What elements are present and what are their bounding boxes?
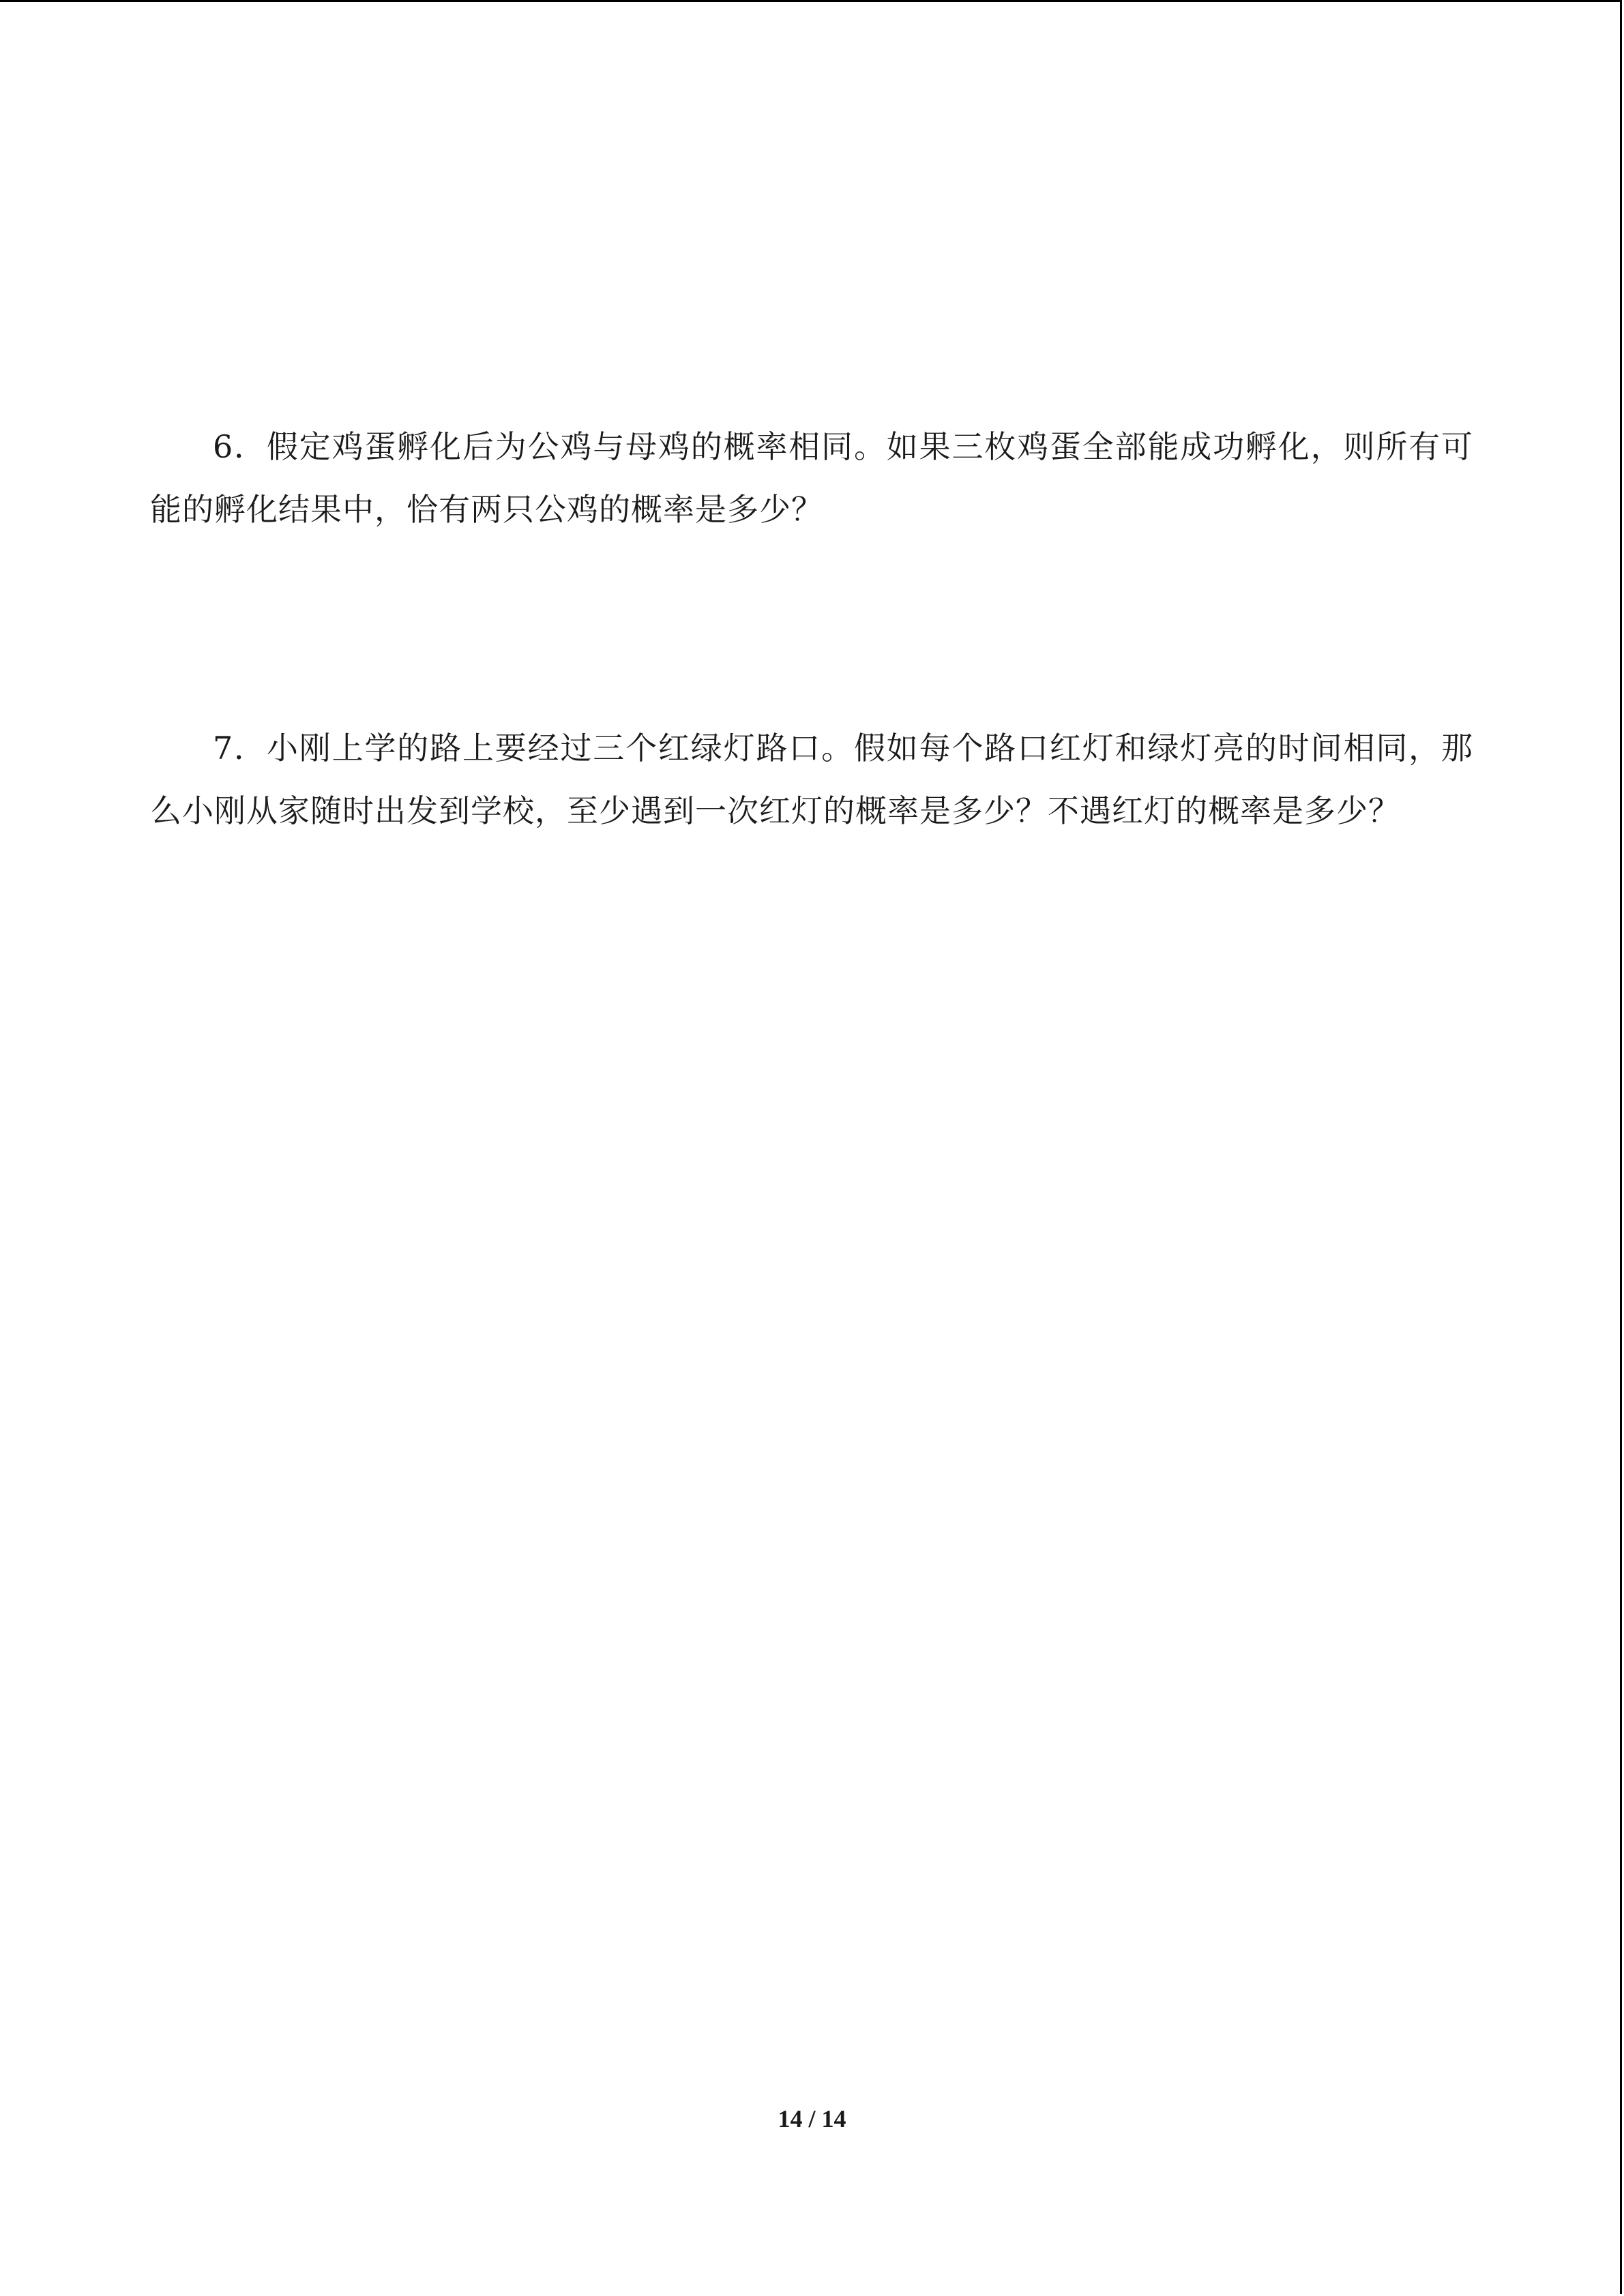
question-6: 6．假定鸡蛋孵化后为公鸡与母鸡的概率相同。如果三枚鸡蛋全部能成功孵化，则所有可能的孵化结果中，恰有两只公鸡的概率是多少？ <box>150 428 1473 528</box>
page-number: 14 / 14 <box>778 2105 846 2132</box>
question-7: 7．小刚上学的路上要经过三个红绿灯路口。假如每个路口红灯和绿灯亮的时间相同，那么小刚从家随时出发到学校，至少遇到一次红灯的概率是多少？不遇红灯的概率是多少？ <box>150 730 1473 829</box>
